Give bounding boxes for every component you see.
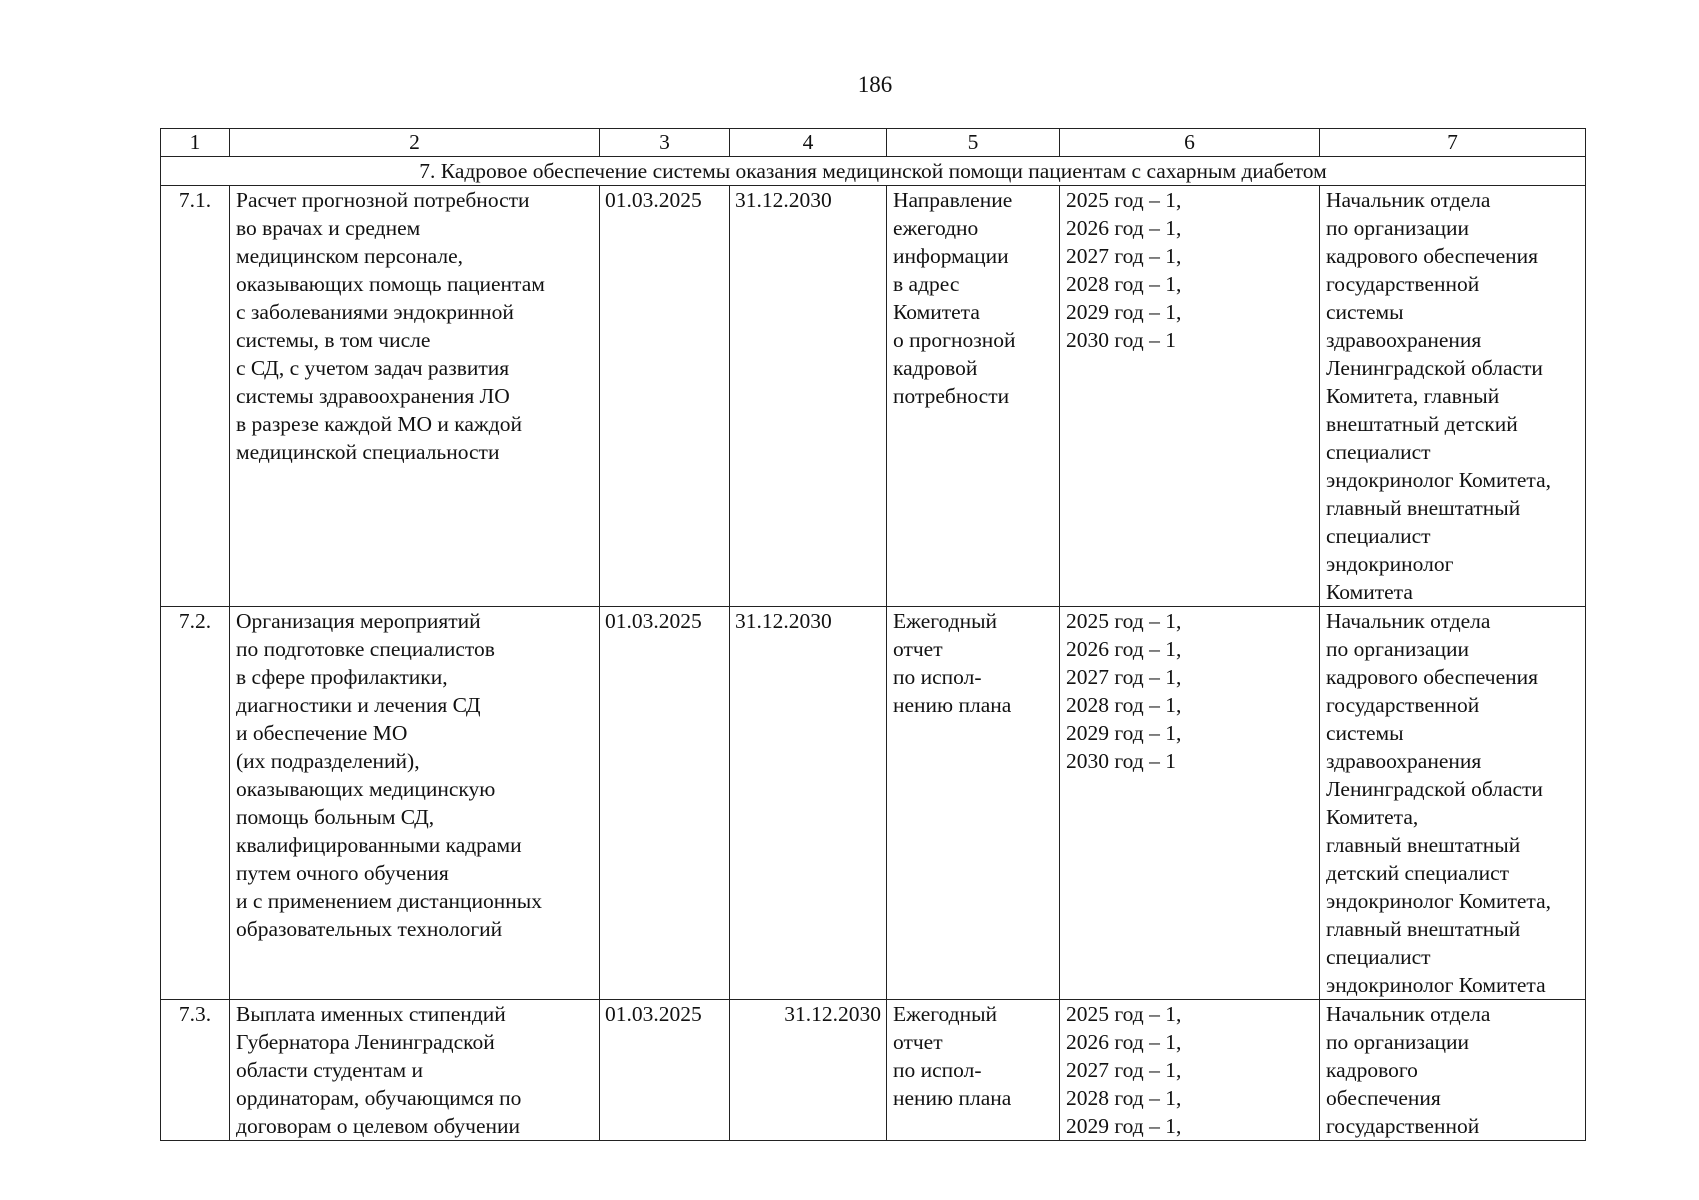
- start-date-cell: 01.03.2025: [600, 607, 730, 1000]
- page-number: 186: [857, 72, 893, 97]
- activity-cell: Организация мероприятий по подготовке специалистов в сфере профилактики, диагностики и лечения СД и обеспечение МО (их подразделений), оказывающих медицинскую помощь больным СД, квалифицированными кадрами путем очного обучения и с применением дистанционных образовательных технологий: [230, 607, 600, 1000]
- indicators-cell: 2025 год – 1, 2026 год – 1, 2027 год – 1, 2028 год – 1, 2029 год – 1,: [1060, 1000, 1320, 1141]
- start-date-cell: 01.03.2025: [600, 186, 730, 607]
- column-number: 7: [1320, 129, 1586, 157]
- item-number: 7.3.: [161, 1000, 230, 1141]
- responsible-cell: Начальник отдела по организации кадрового обеспечения государственной: [1320, 1000, 1586, 1141]
- indicators-cell: 2025 год – 1, 2026 год – 1, 2027 год – 1, 2028 год – 1, 2029 год – 1, 2030 год – 1: [1060, 607, 1320, 1000]
- end-date-cell: 31.12.2030: [730, 607, 887, 1000]
- result-cell: Ежегодный отчет по испол- нению плана: [887, 1000, 1060, 1141]
- indicators-cell: 2025 год – 1, 2026 год – 1, 2027 год – 1, 2028 год – 1, 2029 год – 1, 2030 год – 1: [1060, 186, 1320, 607]
- column-number: 6: [1060, 129, 1320, 157]
- item-number: 7.2.: [161, 607, 230, 1000]
- responsible-cell: Начальник отдела по организации кадрового обеспечения государственной системы здравоохранения Ленинградской области Комитета, главный внештатный детский специалист эндокринолог Комитета, главный внештатный специалист эндокринолог Комитета: [1320, 607, 1586, 1000]
- activity-cell: Выплата именных стипендий Губернатора Ленинградской области студентам и ординаторам, обучающимся по договорам о целевом обучении: [230, 1000, 600, 1141]
- column-number: 3: [600, 129, 730, 157]
- activity-cell: Расчет прогнозной потребности во врачах и среднем медицинском персонале, оказывающих помощь пациентам с заболеваниями эндокринной системы, в том числе с СД, с учетом задач развития системы здравоохранения ЛО в разрезе каждой МО и каждой медицинской специальности: [230, 186, 600, 607]
- responsible-cell: Начальник отдела по организации кадрового обеспечения государственной системы здравоохранения Ленинградской области Комитета, главный внештатный детский специалист эндокринолог Комитета, главный внештатный специалист эндокринолог Комитета: [1320, 186, 1586, 607]
- end-date-cell: 31.12.2030: [730, 186, 887, 607]
- column-number-row: [161, 129, 1586, 157]
- section-title: 7. Кадровое обеспечение системы оказания медицинской помощи пациентам с сахарным диабетом: [161, 157, 1586, 186]
- column-number: 4: [730, 129, 887, 157]
- start-date-cell: 01.03.2025: [600, 1000, 730, 1141]
- plan-table: [160, 128, 1586, 1141]
- column-number: 1: [161, 129, 230, 157]
- table-row: [161, 1000, 1586, 1141]
- result-cell: Направление ежегодно информации в адрес Комитета о прогнозной кадровой потребности: [887, 186, 1060, 607]
- section-header-row: [161, 157, 1586, 186]
- table-row: [161, 186, 1586, 607]
- table-row: [161, 607, 1586, 1000]
- result-cell: Ежегодный отчет по испол- нению плана: [887, 607, 1060, 1000]
- column-number: 5: [887, 129, 1060, 157]
- column-number: 2: [230, 129, 600, 157]
- item-number: 7.1.: [161, 186, 230, 607]
- end-date-cell: 31.12.2030: [730, 1000, 887, 1141]
